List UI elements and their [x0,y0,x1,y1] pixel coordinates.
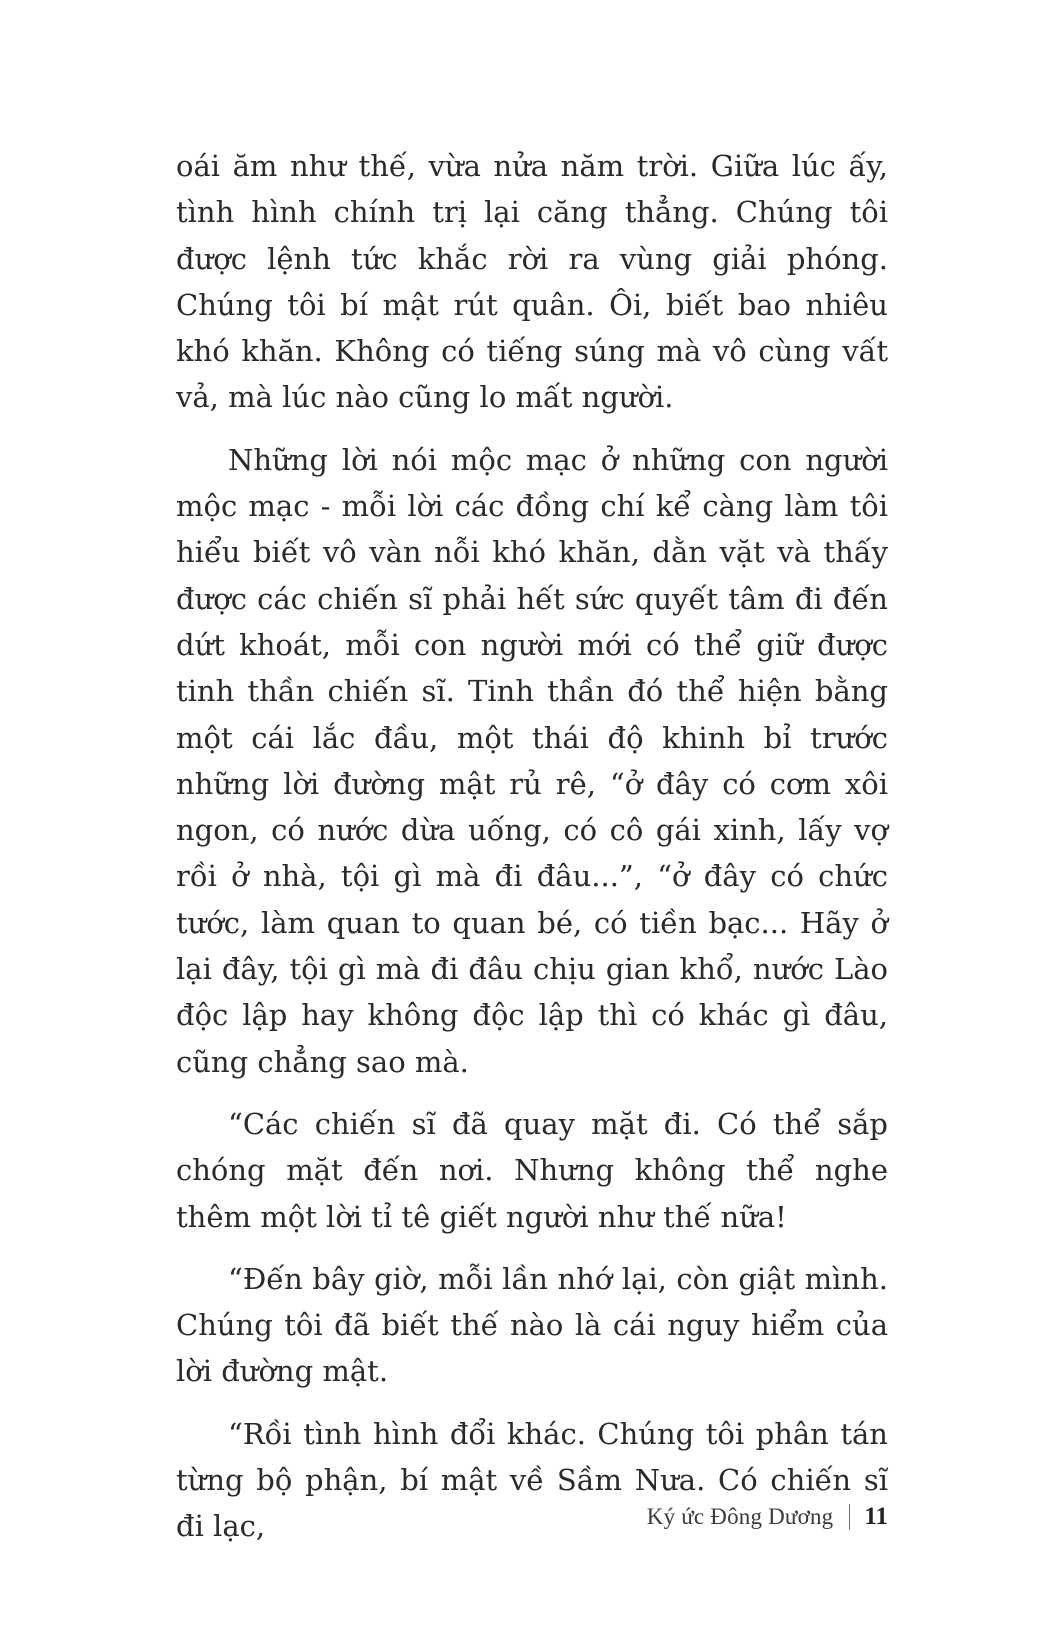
page-footer [647,1503,888,1531]
paragraph: oái ăm như thế, vừa nửa năm trời. Giữa lúc ấy, tình hình chính trị lại căng thẳng. Chúng tôi được lệnh tức khắc rời ra vùng giải phóng. Chúng tôi bí mật rút quân. Ôi, biết bao nhiêu khó khăn. Không có tiếng súng mà vô cùng vất vả, mà lúc nào cũng lo mất người. [176,149,888,415]
paragraph: Những lời nói mộc mạc ở những con người mộc mạc - mỗi lời các đồng chí kể càng làm tôi hiểu biết vô vàn nỗi khó khăn, dằn vặt và thấy được các chiến sĩ phải hết sức quyết tâm đi đến dứt khoát, mỗi con người mới có thể giữ được tinh thần chiến sĩ. Tinh thần đó thể hiện bằng một cái lắc đầu, một thái độ khinh bỉ trước những lời đường mật rủ rê, “ở đây có cơm xôi ngon, có nước dừa uống, có cô gái xinh, lấy vợ rồi ở nhà, tội gì mà đi đâu...”, “ở đây có chức tước, làm quan to quan bé, có tiền bạc... Hãy ở lại đây, tội gì mà đi đâu chịu gian khổ, nước Lào độc lập hay không độc lập thì có khác gì đâu, cũng chẳng sao mà. [176,442,888,1079]
footer-divider [849,1504,850,1530]
body-text [176,143,888,1566]
paragraph: “Rồi tình hình đổi khác. Chúng tôi phân tán từng bộ phận, bí mật về Sầm Nưa. Có chiến sĩ đi lạc, [176,1416,888,1544]
page-number: 11 [864,1503,888,1530]
paragraph: “Các chiến sĩ đã quay mặt đi. Có thể sắp chóng mặt đến nơi. Nhưng không thể nghe thêm một lời tỉ tê giết người như thế nữa! [176,1106,888,1234]
paragraph: “Đến bây giờ, mỗi lần nhớ lại, còn giật mình. Chúng tôi đã biết thế nào là cái nguy hiểm của lời đường mật. [176,1261,888,1389]
running-title: Ký ức Đông Dương [646,1504,834,1529]
